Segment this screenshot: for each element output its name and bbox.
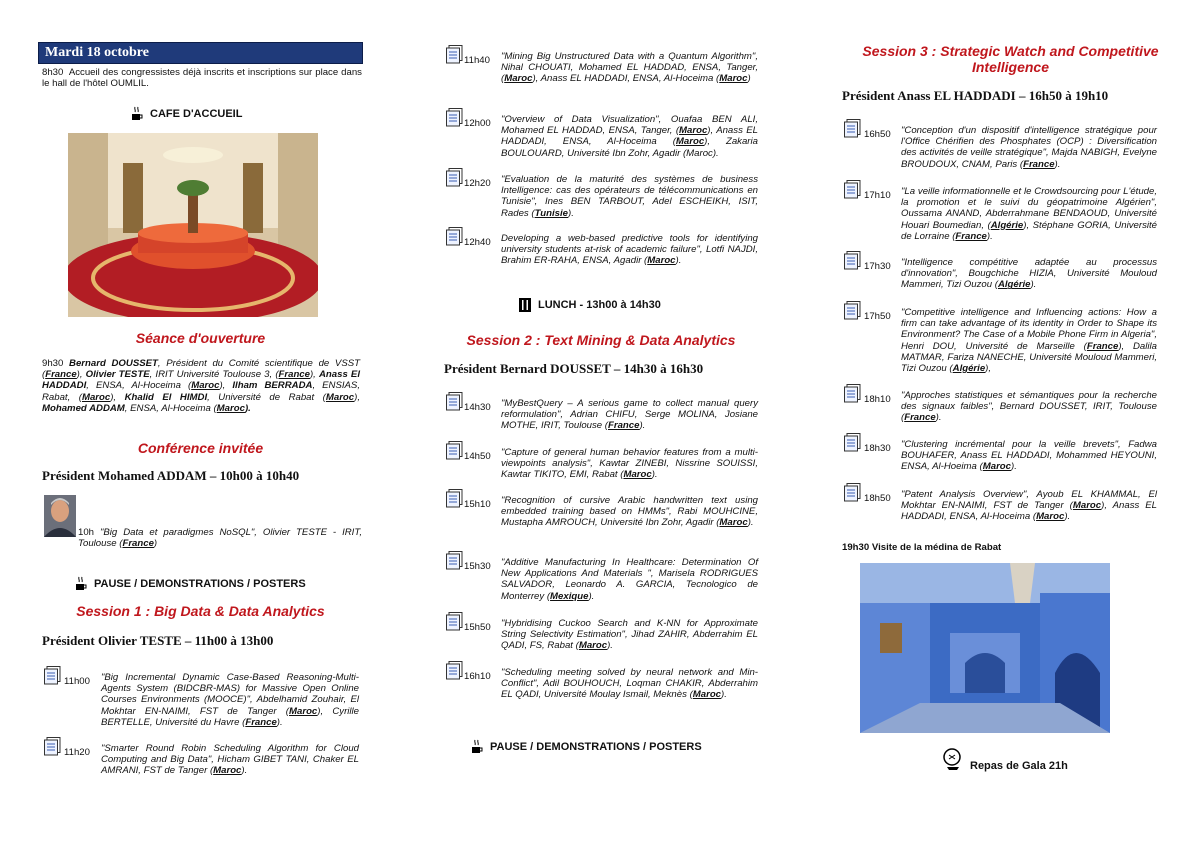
speaker-portrait <box>44 495 76 537</box>
item-country: Maroc <box>679 125 708 137</box>
item-text <box>501 667 758 701</box>
item-text <box>501 495 758 529</box>
session3-president: Président Anass EL HADDADI – 16h50 à 19h10 <box>842 88 1109 103</box>
item-text <box>501 51 758 85</box>
opening-part: ), <box>309 369 319 381</box>
hotel-lobby-photo <box>68 133 318 317</box>
item-country2: Algérie <box>952 363 986 375</box>
item-time: 18h10 <box>864 394 891 405</box>
column-day-1 <box>38 0 363 848</box>
opening-part: Anass El HADDADI <box>42 369 360 392</box>
opening-part: Mohamed ADDAM <box>42 402 125 414</box>
item-text: "Intelligence compétitive adaptée au processus d'innovation", Bougchiche HIZIA, Université Mouloud Mammeri, Tizi Ouzou ( <box>901 257 1157 291</box>
item-text <box>501 174 758 219</box>
item-time: 11h20 <box>64 747 90 758</box>
document-icon <box>446 227 463 246</box>
item-time: 12h40 <box>464 237 491 248</box>
gala-dinner-icon <box>942 747 964 771</box>
opening-part: Maroc <box>216 402 245 414</box>
item-text: "Scheduling meeting solved by neural network and Min-Conflict", Adil BOUHOUCH, Loqman CHAKIR, Abderrahim EL QADI, Université Moulay Ismail, Meknès ( <box>501 667 758 701</box>
opening-part: France <box>45 369 77 381</box>
item-tail: ), Anass EL HADDADI, ENSA, Al-Hoceima ( <box>901 500 1157 523</box>
item-text: "Clustering incrémental pour la veille brevets", Fadwa BOUHAFER, Anass EL HADDADI, Mohammed HEYOUNI, ENSA, Al-Hoeima ( <box>901 439 1157 473</box>
document-icon <box>844 483 861 502</box>
item-time: 14h50 <box>464 451 491 462</box>
item-time: 16h50 <box>864 129 891 140</box>
invited-talk-title: Conférence invitée <box>137 440 264 456</box>
item-text <box>901 186 1157 242</box>
item-text: "Approches statistiques et sémantiques pour la recherche des signaux faibles", Bernard DOUSSET, IRIT, Toulouse ( <box>901 390 1157 424</box>
item-end: ), Zakaria BOULOUARD, Université Ibn Zohr, Agadir (Maroc). <box>501 136 758 159</box>
item-country: Tunisie <box>534 207 569 219</box>
item-time: 14h30 <box>464 402 491 413</box>
opening-part: , ENSA, Al-Hoceima ( <box>86 380 192 392</box>
item-tail: ), Cyrille BERTELLE, Université du Havre ( <box>101 705 359 728</box>
document-icon <box>446 45 463 64</box>
item-tail: ). <box>675 255 682 267</box>
gala-label: Repas de Gala 21h <box>942 746 1068 772</box>
document-icon <box>446 168 463 187</box>
opening-paragraph <box>42 358 360 414</box>
arrival-text: Accueil des congressistes déjà inscrits et inscriptions sur place dans le hall de l'hôtel OUMLIL. <box>42 67 362 90</box>
pause-label-1: PAUSE / DEMONSTRATIONS / POSTERS <box>74 576 306 592</box>
opening-part: Bernard DOUSSET <box>69 358 158 369</box>
item-tail: ). <box>241 765 248 777</box>
item-text: "Mining Big Unstructured Data with a Quantum Algorithm", Nihal CHOUATI, Mohamed EL HADDAD, ENSA, Tanger, ( <box>501 51 758 85</box>
coffee-icon <box>74 576 88 592</box>
document-icon <box>844 251 861 270</box>
item-time: 18h30 <box>864 443 891 454</box>
item-text: "Recognition of cursive Arabic handwritten text using embedded training based on HMMs", Rabi MOUHCINE, Mustapha AMROUCH, Université Ibn Zohr, Agadir ( <box>501 495 758 529</box>
item-text: Developing a web-based predictive tools for identifying university students at-risk of academic failure", Lotfi NAJDI, Brahim ER-RAHA, ENSA, Agadir ( <box>501 233 758 267</box>
item-country: Maroc <box>213 765 242 777</box>
document-icon <box>844 384 861 403</box>
opening-part: ), <box>110 391 125 403</box>
item-country: Maroc <box>504 73 533 85</box>
lunch-label: LUNCH - 13h00 à 14h30 <box>518 297 661 313</box>
opening-time: 9h30 <box>42 358 64 369</box>
item-text <box>901 390 1157 424</box>
item-tail: ), Anass EL HADDADI, ENSA, Al-Hoceima ( <box>501 125 758 148</box>
opening-part: , Université de Rabat ( <box>207 391 326 403</box>
document-icon <box>446 489 463 508</box>
session1-title: Session 1 : Big Data & Data Analytics <box>76 603 325 619</box>
item-text: "MyBestQuery – A serious game to collect manual query reformulation", Adrian CHIFU, Serge MOLINA, Josiane MOTHE, IRIT, Toulouse ( <box>501 398 758 432</box>
item-text <box>901 439 1157 473</box>
coffee-icon <box>130 106 144 122</box>
session2-president: Président Bernard DOUSSET – 14h30 à 16h30 <box>444 361 704 376</box>
opening-participants <box>42 358 360 414</box>
item-country: Maroc <box>692 689 722 701</box>
opening-part: Olivier TESTE <box>85 369 150 381</box>
opening-part: , ENSIAS, Rabat, ( <box>42 380 360 403</box>
session1-president: Président Olivier TESTE – 11h00 à 13h00 <box>42 633 274 648</box>
item-text: "Hybridising Cuckoo Search and K-NN for Approximate String Selectivity Estimation", Jihad ZAHIR, Abderrahim EL QADI, FS, Rabat ( <box>501 618 758 652</box>
item-country2: Maroc <box>719 73 748 85</box>
document-icon <box>44 737 61 756</box>
column-2 <box>440 0 762 848</box>
item-tail: ), Dalila MATMAR, Fariza NANECHE, Université Mouloud Mammeri, Tizi Ouzou ( <box>901 340 1157 375</box>
invited-talk: 10h "Big Data et paradigmes NoSQL", Olivier TESTE - IRIT, Toulouse (France) <box>78 527 362 550</box>
day-header: Mardi 18 octobre <box>38 42 363 64</box>
invited-country: France <box>122 538 154 550</box>
item-end: ), <box>985 363 992 375</box>
arrival-paragraph <box>42 67 362 89</box>
opening-part: Ilham BERRADA <box>232 380 313 392</box>
item-country: Maroc <box>982 461 1012 473</box>
document-icon <box>446 108 463 127</box>
item-tail: ). <box>747 517 754 529</box>
cutlery-icon <box>518 297 532 313</box>
item-country2: France <box>955 230 987 242</box>
item-tail: ). <box>1054 158 1061 170</box>
medina-visit: 19h30 Visite de la médina de Rabat <box>842 542 1002 553</box>
item-text <box>501 398 758 432</box>
item-text <box>901 257 1157 291</box>
item-text <box>901 307 1157 374</box>
cafe-label: CAFE D'ACCUEIL <box>130 106 242 122</box>
item-text: "Big Incremental Dynamic Case-Based Reasoning-Multi-Agents System (BIDCBR-MAS) for Massive Open Online Courses Environments (MOOCE)", Abdelhamid Zouhair, El Mokhtar EN-NAIMI, FST de Tanger ( <box>101 672 359 717</box>
opening-session-title: Séance d'ouverture <box>135 330 266 346</box>
item-country: France <box>904 412 936 424</box>
item-country: Maroc <box>578 640 608 652</box>
arrival-time: 8h30 <box>42 67 64 78</box>
item-text <box>501 233 758 267</box>
item-country2: Maroc <box>1036 511 1065 523</box>
document-icon <box>844 180 861 199</box>
document-icon <box>844 301 861 320</box>
item-tail: ). <box>1011 461 1017 473</box>
item-text <box>101 672 359 728</box>
opening-part: Maroc <box>191 380 220 392</box>
opening-part: ), <box>76 369 86 381</box>
opening-part: Maroc <box>325 391 355 403</box>
item-end: ). <box>276 716 283 728</box>
opening-part: ), <box>219 380 233 392</box>
item-text: "Conception d'un dispositif d'intelligence stratégique pour l'Office Chérifien des Phosphates (OCP) : Diversification des activités de veille stratégique", Majda NABIGH, Evelyne BROUDOUX, CNAM, Paris ( <box>901 125 1157 170</box>
item-time: 17h30 <box>864 261 891 272</box>
item-text: "La veille informationnelle et le Crowdsourcing pour L'étude, la promotion et le suivi du géopatrimoine Algérien", Oussama ANAND, Abderrahmane BENDAOUD, Université Houari Boumedian, ( <box>901 186 1157 231</box>
item-tail: ). <box>721 689 727 701</box>
document-icon <box>446 392 463 411</box>
document-icon <box>446 612 463 631</box>
item-country: Maroc <box>647 255 676 267</box>
item-time: 15h10 <box>464 499 491 510</box>
item-text <box>101 743 359 777</box>
item-time: 16h10 <box>464 671 491 682</box>
item-country: Algérie <box>990 219 1024 231</box>
document-icon <box>844 433 861 452</box>
document-icon <box>44 666 61 685</box>
medina-photo <box>860 563 1110 733</box>
item-time: 12h20 <box>464 178 491 189</box>
item-text: "Capture of general human behavior features from a multi-viewpoints analysis", Kawtar ZINEBI, Nissrine SOUISSI, Kawtar TIKITO, EMI, Rabat ( <box>501 447 758 481</box>
item-tail: ), Stéphane GORIA, Université de Lorraine ( <box>901 219 1157 242</box>
item-country2: France <box>245 716 277 728</box>
item-time: 15h50 <box>464 622 491 633</box>
item-end: ). <box>1064 511 1071 523</box>
item-country: Maroc <box>1072 500 1102 512</box>
item-country: Maroc <box>719 517 748 529</box>
item-end: ). <box>986 230 993 242</box>
opening-part: , Président du Comité scientifique de VSST ( <box>42 358 360 381</box>
item-time: 11h40 <box>464 55 490 66</box>
document-icon <box>446 661 463 680</box>
coffee-icon <box>470 739 484 755</box>
item-tail: ). <box>588 590 595 602</box>
item-time: 17h50 <box>864 311 891 322</box>
item-tail: ), Anass EL HADDADI, ENSA, Al-Hoceima ( <box>532 73 720 85</box>
item-text: "Additive Manufacturing In Healthcare: Determination Of New Applications And Materials ", Marisela RODRIGUES SALVADOR, Leonardo A. GARCIA, Tecnologico de Monterrey ( <box>501 557 758 602</box>
opening-part: Khalid El HIMDI <box>124 391 208 403</box>
opening-part: , IRIT Université Toulouse 3, ( <box>149 369 279 381</box>
invited-president: Président Mohamed ADDAM – 10h00 à 10h40 <box>42 468 300 483</box>
item-text: "Overview of Data Visualization", Ouafaa BEN ALI, Mohamed EL HADDAD, ENSA, Tanger, ( <box>501 114 758 137</box>
invited-time: 10h <box>78 527 95 538</box>
item-time: 11h00 <box>64 676 90 687</box>
item-text: "Patent Analysis Overview", Ayoub EL KHAMMAL, El Mokhtar EN-NAIMI, FST de Tanger ( <box>901 489 1157 512</box>
item-time: 12h00 <box>464 118 491 129</box>
item-country: France <box>1086 340 1119 352</box>
item-country: Mexique <box>550 590 589 602</box>
invited-text: "Big Data et paradigmes NoSQL", Olivier TESTE - IRIT, Toulouse ( <box>78 527 362 550</box>
item-country: France <box>608 420 640 432</box>
item-text <box>501 557 758 602</box>
item-country: Maroc <box>289 705 318 717</box>
opening-part: , ENSA, Al-Hoceima ( <box>124 402 217 414</box>
pause-label-2: PAUSE / DEMONSTRATIONS / POSTERS <box>470 739 702 755</box>
item-country: Maroc <box>623 469 652 481</box>
item-end: ) <box>747 73 751 85</box>
opening-part: ). <box>244 402 251 414</box>
item-tail: ). <box>1030 279 1037 291</box>
item-time: 17h10 <box>864 190 891 201</box>
column-3 <box>838 0 1160 848</box>
item-text: "Smarter Round Robin Scheduling Algorithm for Cloud Computing and Big Data", Hicham GIBET TANI, Chaker EL AMRANI, FST de Tanger ( <box>101 743 359 777</box>
document-icon <box>844 119 861 138</box>
session2-title: Session 2 : Text Mining & Data Analytics <box>466 332 736 348</box>
opening-part: ), <box>354 391 361 403</box>
document-icon <box>446 441 463 460</box>
item-text: "Evaluation de la maturité des systèmes de business Intelligence: cas des opérateurs de télécommunications en Tunisie", Ines BEN TARBOUT, Adel ESCHEIKH, ISIT, Rades ( <box>501 174 758 219</box>
session3-title: Session 3 : Strategic Watch and Competitive Intelligence <box>862 43 1159 75</box>
item-time: 15h30 <box>464 561 491 572</box>
item-text <box>901 125 1157 170</box>
item-tail: ). <box>607 640 613 652</box>
item-text <box>501 618 758 652</box>
item-country2: Maroc <box>675 136 705 148</box>
opening-part: Maroc <box>81 391 111 403</box>
item-text <box>901 489 1157 523</box>
item-text <box>501 114 758 159</box>
item-text <box>501 447 758 481</box>
item-tail: ). <box>651 469 658 481</box>
item-country: France <box>1023 158 1055 170</box>
item-country: Algérie <box>997 279 1031 291</box>
item-tail: ). <box>568 207 574 219</box>
item-tail: ). <box>935 412 942 424</box>
document-icon <box>446 551 463 570</box>
item-tail: ). <box>639 420 646 432</box>
item-text: "Competitive intelligence and Influencing actions: How a firm can take advantage of its identity in Order to Shape its Environment? The Case of a Mobile Phone Firm in Algeria", Henri DOU, Université de Marseille ( <box>901 307 1157 352</box>
item-time: 18h50 <box>864 493 891 504</box>
opening-part: France <box>278 369 310 381</box>
